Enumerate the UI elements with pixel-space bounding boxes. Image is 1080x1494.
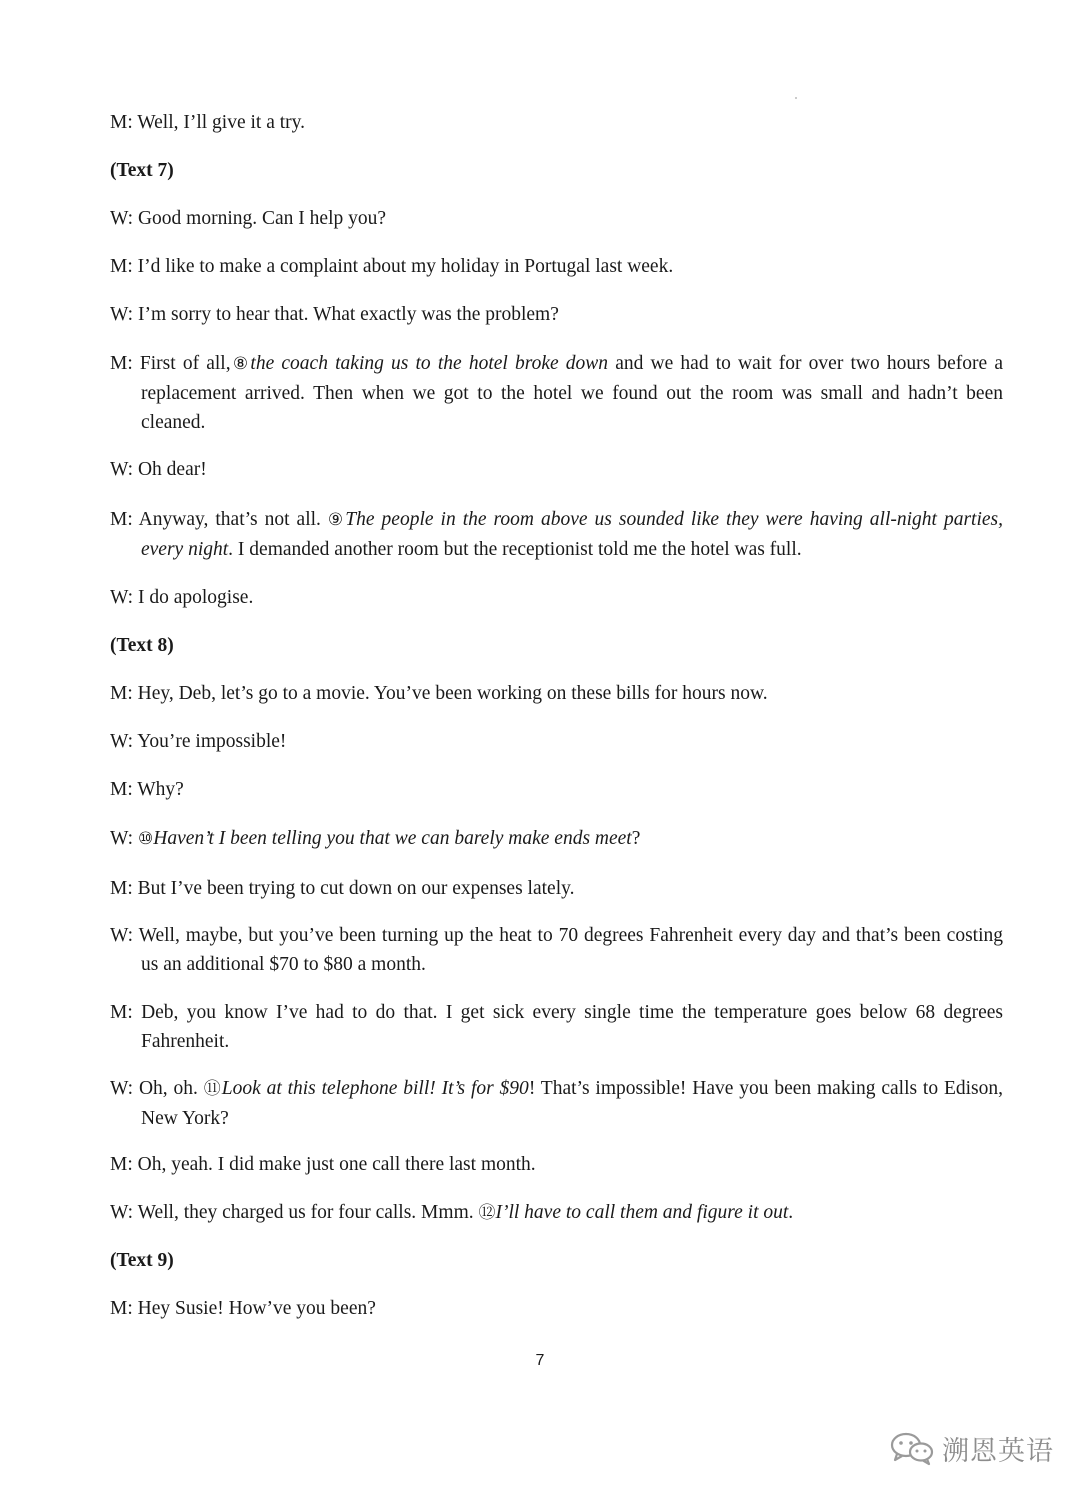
marker-11: ⑪	[203, 1079, 222, 1099]
marker-9: ⑨	[327, 510, 346, 530]
dialogue-line: M: But I’ve been trying to cut down on our expenses lately.	[110, 878, 575, 899]
speck	[795, 97, 797, 99]
page-number: 7	[535, 1352, 545, 1369]
section-heading: (Text 8)	[110, 635, 174, 656]
dialogue-line: W: Oh dear!	[110, 459, 207, 480]
dialogue-line: W: I do apologise.	[110, 587, 254, 608]
dialogue-line: W: You’re impossible!	[110, 731, 287, 752]
dialogue-line: W: Well, maybe, but you’ve been turning up the heat to 70 degrees Fahrenheit every day and that’s been costing us an additional $70 to $80 a month.	[110, 925, 1003, 975]
dialogue-line: M: Why?	[110, 779, 184, 800]
dialogue-line: M: I’d like to make a complaint about my holiday in Portugal last week.	[110, 256, 674, 277]
dialogue-line: M: Well, I’ll give it a try.	[110, 112, 306, 133]
highlighted-phrase: Haven’t I been telling you that we can barely make ends meet	[153, 828, 632, 849]
marker-8: ⑧	[230, 354, 251, 374]
dialogue-line: W: I’m sorry to hear that. What exactly was the problem?	[110, 304, 559, 325]
dialogue-line: W: Good morning. Can I help you?	[110, 208, 387, 229]
dialogue-line: M: Deb, you know I’ve had to do that. I get sick every single time the temperature goes below 68 degrees Fahrenheit.	[110, 1002, 1003, 1052]
section-heading: (Text 9)	[110, 1250, 174, 1271]
dialogue-line: M: Anyway, that’s not all. ⑨The people in the room above us sounded like they were having all-night parties, every night. I demanded another room but the receptionist told me the hotel was full.	[110, 509, 1003, 560]
highlighted-phrase: I’ll have to call them and figure it out	[495, 1202, 789, 1223]
highlighted-phrase: the coach taking us to the hotel broke down	[250, 353, 609, 374]
marker-10: ⑩	[137, 829, 154, 849]
dialogue-line: M: Hey, Deb, let’s go to a movie. You’ve been working on these bills for hours now.	[110, 683, 768, 704]
highlighted-phrase: Look at this telephone bill! It’s for $90	[221, 1078, 529, 1099]
dialogue-line: W: Oh, oh. ⑪Look at this telephone bill! It’s for $90! That’s impossible! Have you been making calls to Edison, New York?	[110, 1078, 1003, 1129]
section-heading: (Text 7)	[110, 160, 174, 181]
watermark	[888, 1428, 1054, 1468]
marker-12: ⑫	[478, 1203, 496, 1223]
dialogue-line: W: ⑩Haven’t I been telling you that we can barely make ends meet?	[110, 828, 641, 849]
dialogue-line: M: Oh, yeah. I did make just one call there last month.	[110, 1154, 536, 1175]
dialogue-line: M: First of all,⑧the coach taking us to the hotel broke down and we had to wait for over two hours before a replacement arrived. Then when we got to the hotel we found out the room was small and hadn’t been cleaned.	[110, 353, 1003, 433]
highlighted-phrase: The people in the room above us sounded like they were having all-night parties, every night	[141, 509, 1003, 560]
dialogue-line: M: Hey Susie! How’ve you been?	[110, 1298, 376, 1319]
dialogue-line: W: Well, they charged us for four calls. Mmm. ⑫I’ll have to call them and figure it out.	[110, 1202, 794, 1223]
watermark-text: 溯恩英语	[942, 1435, 1054, 1467]
wechat-icon	[888, 1430, 936, 1466]
